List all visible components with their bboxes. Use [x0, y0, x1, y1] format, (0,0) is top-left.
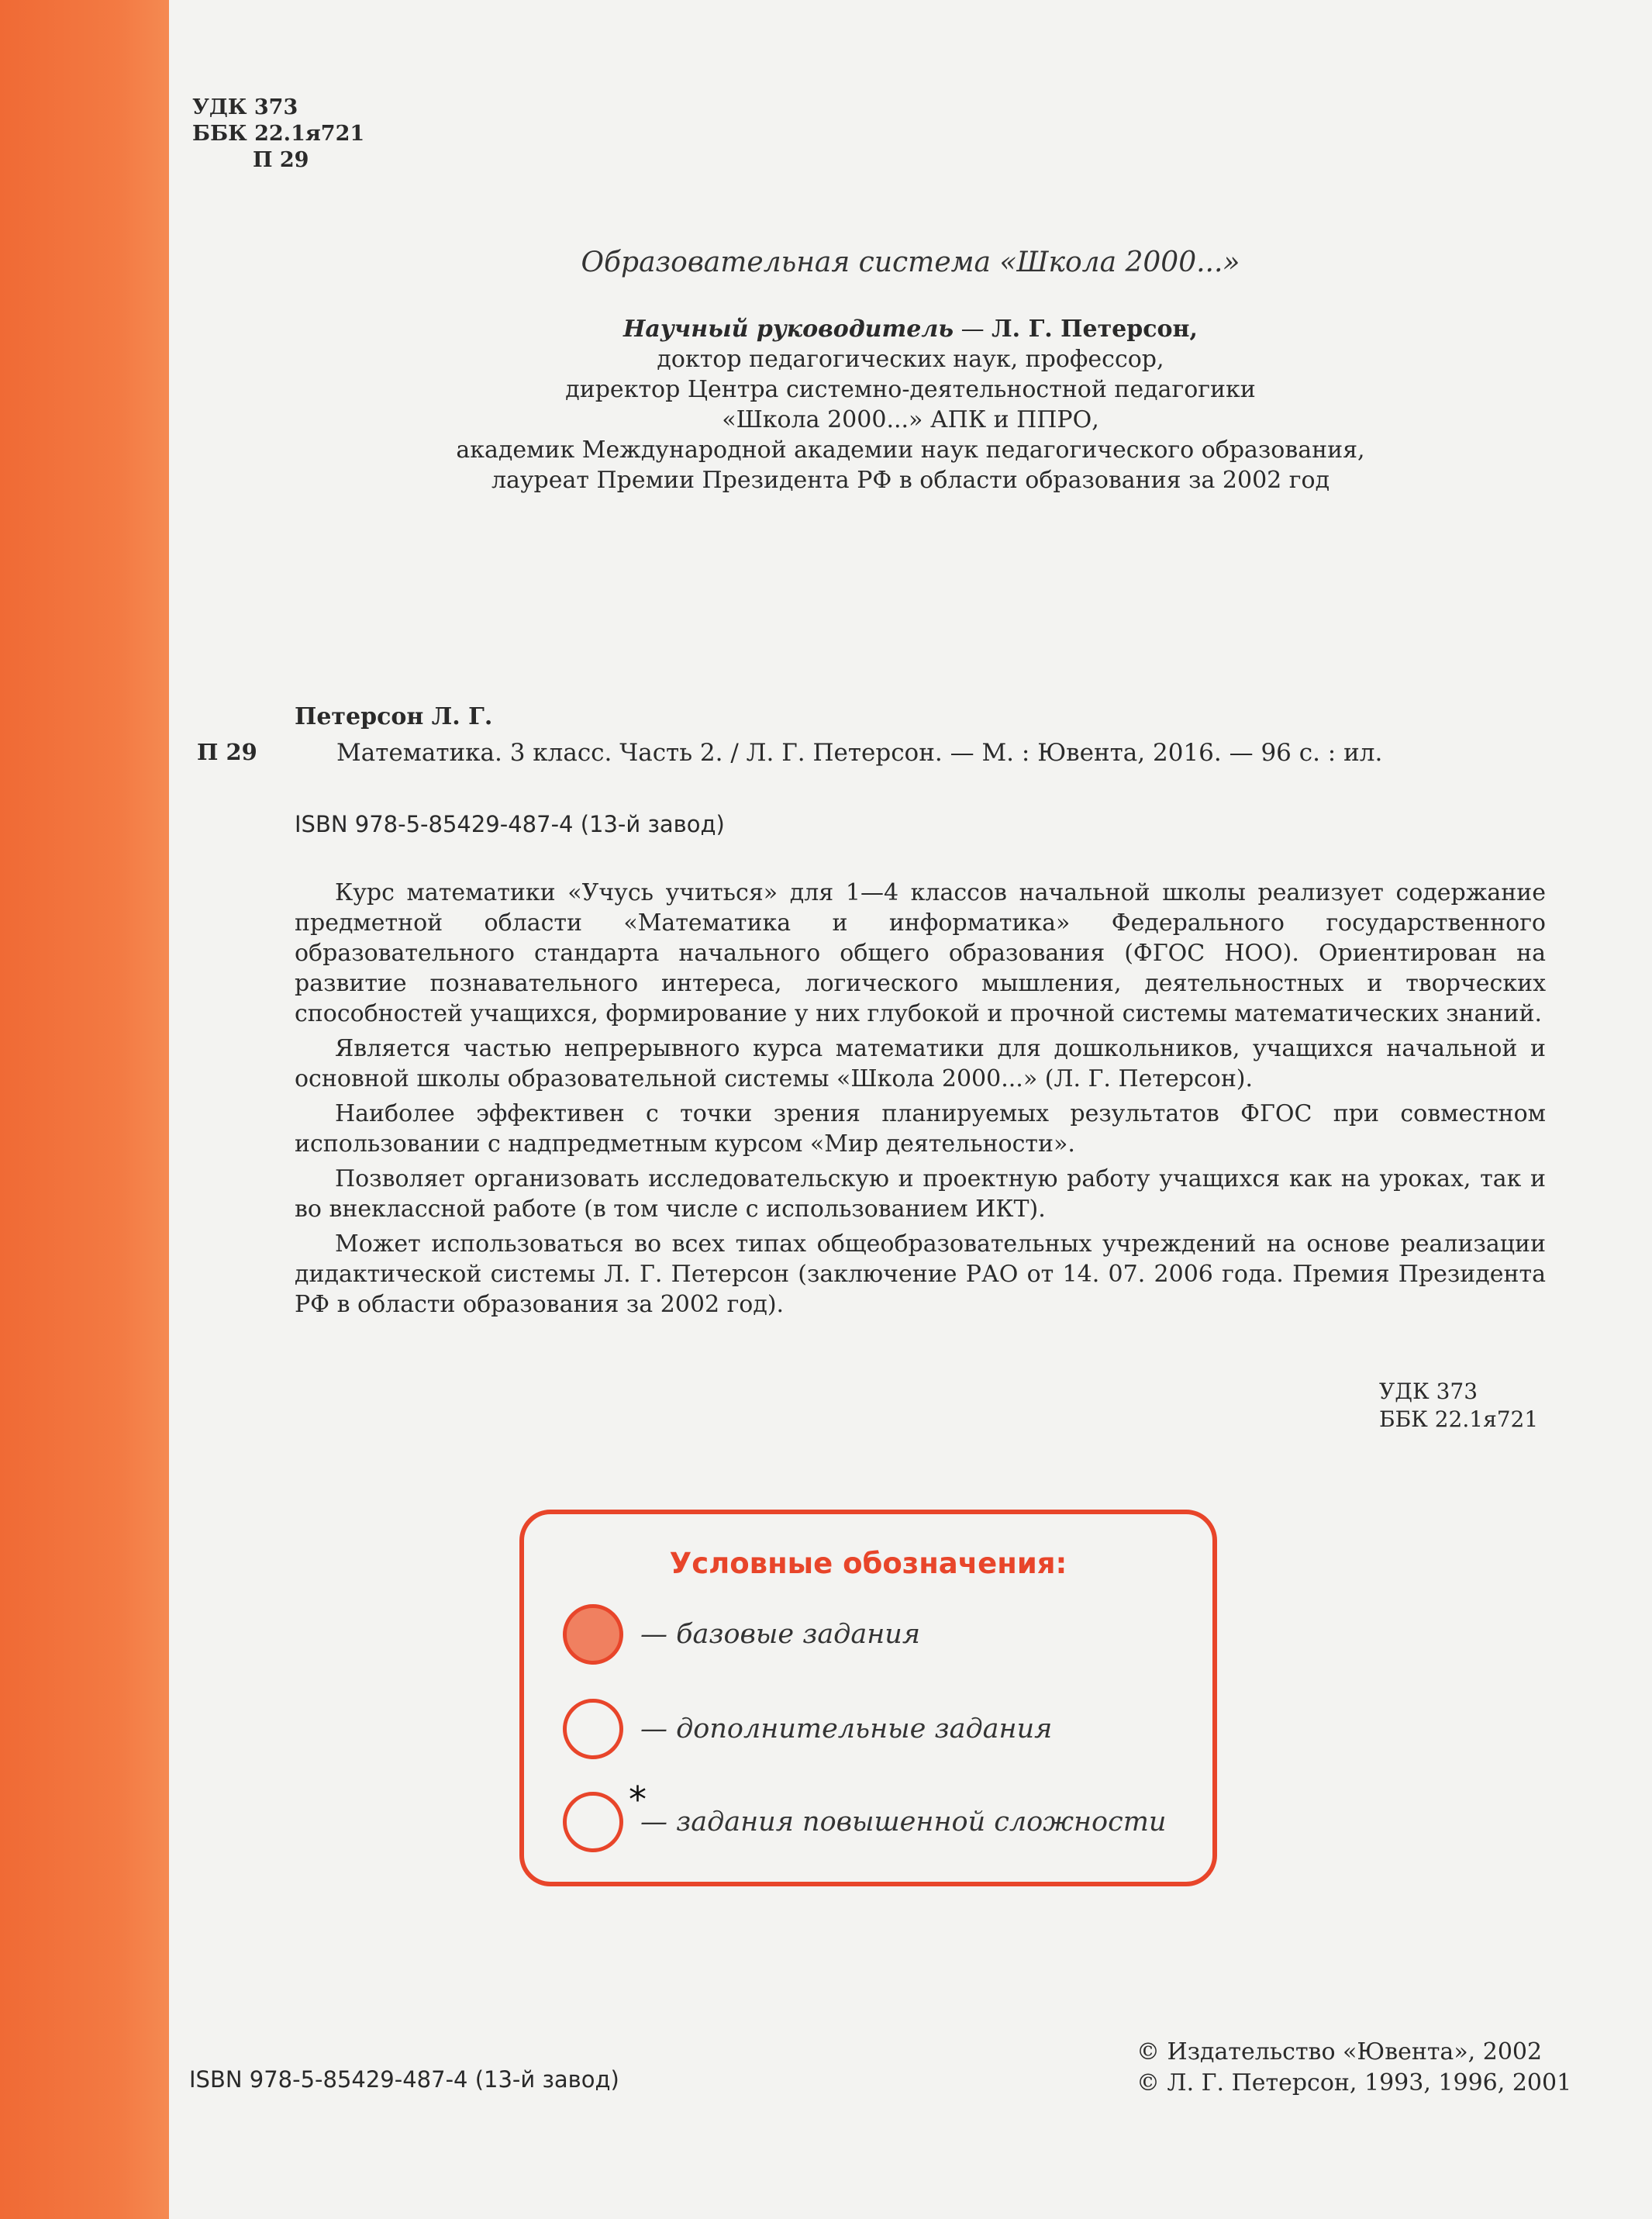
legend-item-basic: [563, 1600, 920, 1669]
margin-code: П 29: [197, 739, 257, 765]
annotation-paragraph: Может использоваться во всех типах общеобразовательных учреждений на основе реализации дидактической системы Л. Г. Петерсон (заключение РАО от 14. 07. 2006 года. Премия Президента РФ в области образования за 2002 год).: [295, 1230, 1546, 1318]
legend-title: Условные обозначения:: [669, 1547, 1067, 1580]
copyright-line: © Л. Г. Петерсон, 1993, 1996, 2001: [1136, 2069, 1572, 2096]
series-title: Образовательная система «Школа 2000...»: [581, 247, 1240, 278]
supervisor-lead: [169, 314, 1652, 344]
bibliographic-citation: Математика. 3 класс. Часть 2. / Л. Г. Петерсон. — М. : Ювента, 2016. — 96 с. : ил.: [336, 739, 1383, 767]
annotation-paragraph: Курс математики «Учусь учиться» для 1—4 классов начальной школы реализует содержание предметной области «Математика и информатика» Федерального государственного образовательного стандарта начального общего образования (ФГОС НОО). Ориентирован на развитие познавательного интереса, логического мышления, деятельностных и творческих способностей учащихся, формирование у них глубокой и прочной системы математических знаний.: [295, 879, 1546, 1027]
starred-circle-icon: [563, 1779, 647, 1852]
orange-side-band: [0, 0, 169, 2219]
asterisk-icon: *: [629, 1779, 647, 1820]
author-mark: П 29: [253, 148, 309, 172]
legend-box: [519, 1510, 1217, 1886]
udk-code: УДК 373: [1379, 1379, 1478, 1404]
supervisor-line: директор Центра системно-деятельностной педагогики: [565, 376, 1256, 403]
classification-footer: [1379, 1378, 1538, 1434]
supervisor-dash: —: [954, 316, 992, 343]
bbk-code: ББК 22.1я721: [1379, 1406, 1539, 1432]
supervisor-line: доктор педагогических наук, профессор,: [657, 346, 1164, 373]
udk-code: УДК 373: [192, 95, 298, 119]
supervisor-name: Л. Г. Петерсон,: [992, 316, 1198, 343]
copyright-line: © Издательство «Ювента», 2002: [1136, 2038, 1543, 2065]
copyright-block: [1136, 2037, 1571, 2099]
annotation-text: [295, 878, 1546, 1324]
footer-isbn: ISBN 978-5-85429-487-4 (13-й завод): [189, 2066, 619, 2093]
legend-label: — дополнительные задания: [640, 1713, 1053, 1744]
annotation-paragraph: Наиболее эффективен с точки зрения планируемых результатов ФГОС при совместном использовании с надпредметным курсом «Мир деятельности».: [295, 1100, 1546, 1158]
supervisor-block: [169, 314, 1652, 495]
supervisor-line: лауреат Премии Президента РФ в области образования за 2002 год: [491, 467, 1330, 494]
bbk-code: ББК 22.1я721: [192, 122, 365, 146]
filled-circle-icon: [563, 1604, 623, 1665]
annotation-paragraph: Является частью непрерывного курса математики для дошкольников, учащихся начальной и основной школы образовательной системы «Школа 2000...» (Л. Г. Петерсон).: [295, 1035, 1546, 1092]
page: [169, 0, 1652, 2219]
author-heading: Петерсон Л. Г.: [295, 703, 493, 730]
legend-label: — задания повышенной сложности: [640, 1807, 1167, 1838]
legend-item-advanced: [563, 1779, 1167, 1857]
legend-label: — базовые задания: [640, 1619, 921, 1650]
isbn: ISBN 978-5-85429-487-4 (13-й завод): [295, 811, 725, 837]
supervisor-role: Научный руководитель: [623, 316, 954, 343]
supervisor-line: академик Международной академии наук педагогического образования,: [456, 437, 1365, 464]
classification-header: [192, 95, 364, 174]
legend-item-additional: [563, 1694, 1052, 1764]
annotation-paragraph: Позволяет организовать исследовательскую и проектную работу учащихся как на уроках, так и во внеклассной работе (в том числе с использованием ИКТ).: [295, 1165, 1546, 1223]
supervisor-line: «Школа 2000...» АПК и ППРО,: [722, 406, 1099, 433]
outline-circle-icon: [563, 1699, 623, 1759]
